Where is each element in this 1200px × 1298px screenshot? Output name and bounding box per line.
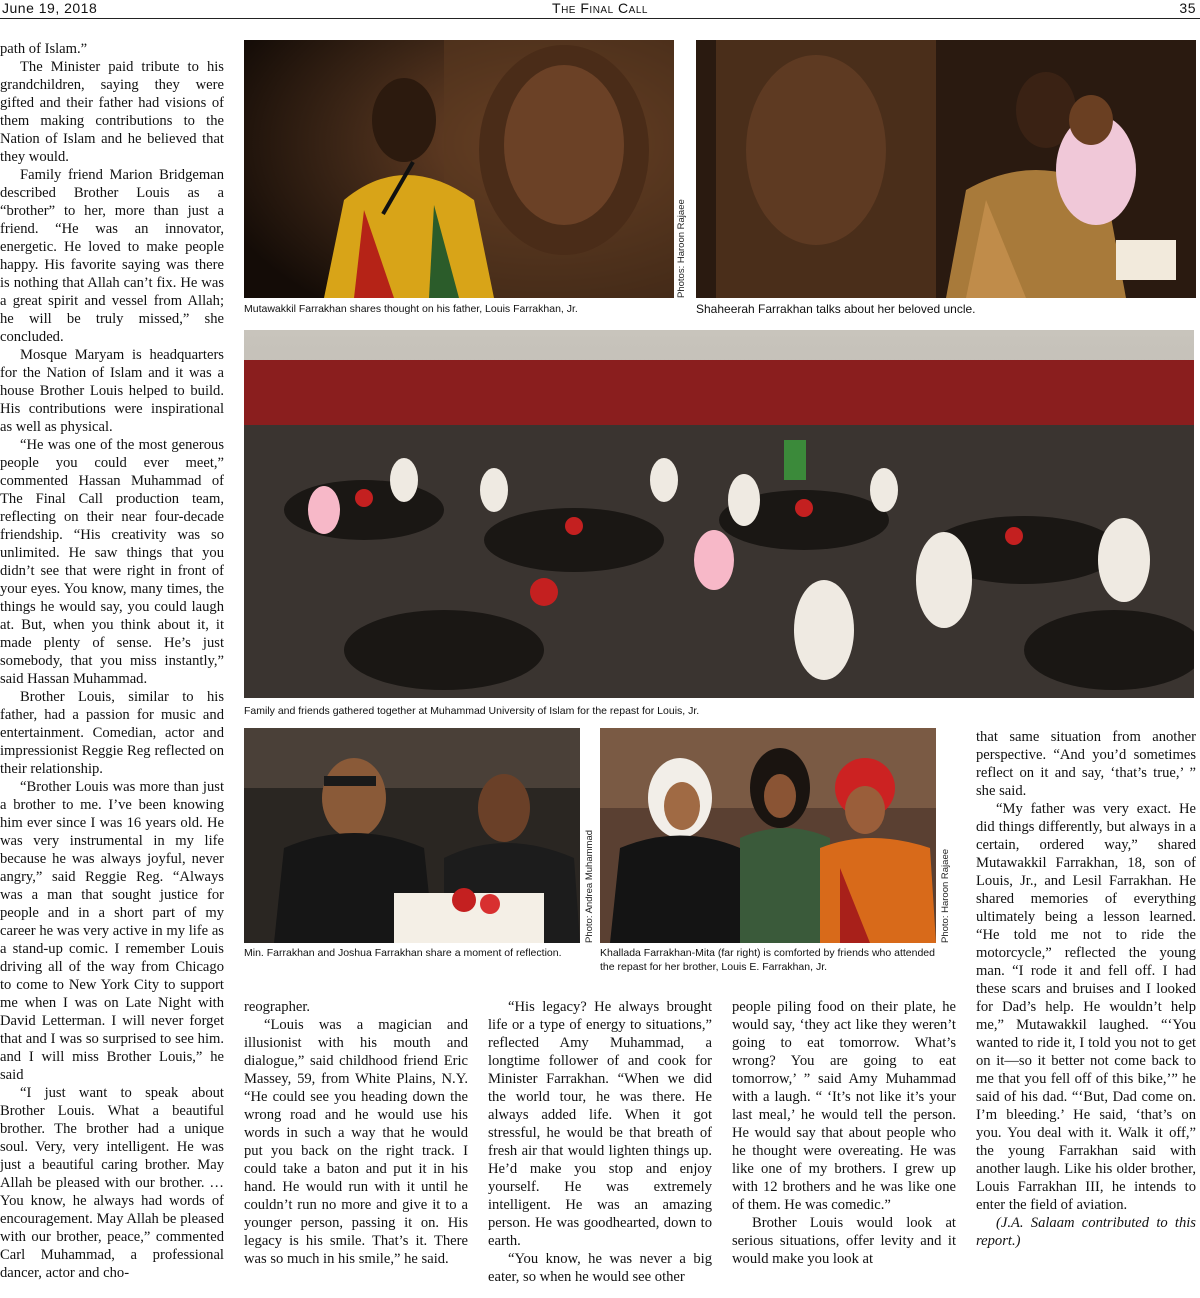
photo-image [600,728,936,943]
paragraph: that same situation from another perspective. “And you’d sometimes reflect on it and say, ‘that’s true,’ ” she said. [976,729,1196,799]
photo-khallada-comforted [600,728,936,943]
photo-image [696,40,1196,298]
paragraph: The Minister paid tribute to his grandchildren, saying they were gifted and their father had visions of them making contributions to the Nation of Islam and he believed that they would. [0,59,224,165]
paragraph: path of Islam.” [0,41,88,57]
caption-photo-2: Shaheerah Farrakhan talks about her beloved uncle. [696,302,976,316]
paragraph: Brother Louis would look at serious situations, offer levity and it would make you look at [732,1215,956,1267]
photo-credit-right-bottom: Photo: Haroon Rajaee [940,848,951,943]
page-number: 35 [1179,0,1196,16]
paragraph: “His legacy? He always brought life or a type of energy to situations,” reflected Amy Muhammad, a longtime follower of and cook for Minister Farrakhan. “When we did the world tour, he was there. He always added life. When it got stressful, he would be that breath of fresh air that would lighten things up. He’d make you stop and enjoy yourself. He was extremely intelligent. He was an amazing person. He was goodhearted, down to earth. [488,999,712,1249]
masthead [0,0,1200,19]
article-column-1 [0,40,224,1298]
caption-photo-3: Family and friends gathered together at Muhammad University of Islam for the repast for Louis, Jr. [244,705,700,717]
article-column-4 [732,998,956,1298]
caption-photo-5: Khallada Farrakhan-Mita (far right) is comforted by friends who attended the repast for her brother, Louis E. Farrakhan, Jr. [600,947,935,973]
photo-min-farrakhan-joshua [244,728,580,943]
paragraph: “Brother Louis was more than just a brother to me. I’ve been knowing him ever since I was 16 years old. He was very instrumental in my life because he was always joyful, never angry,” said Reggie Reg. “Always was a man that sought justice for people and in a short part of my career he was very active in my life as a stand-up comic. I remember Louis driving all of the way from Chicago to come to New York City to support me when I was on Late Night with David Letterman. I will never forget that and I was so surprised to see him. and I will miss Brother Louis,” he said [0,779,224,1083]
paragraph: Mosque Maryam is headquarters for the Nation of Islam and it was a house Brother Louis helped to build. His contributions were inspirational as well as physical. [0,347,224,435]
photo-repast-hall [244,330,1194,698]
paragraph: Brother Louis, similar to his father, had a passion for music and entertainment. Comedian, actor and impressionist Reggie Reg reflected on their relationship. [0,689,224,777]
article-column-2 [244,998,468,1298]
caption-photo-4: Min. Farrakhan and Joshua Farrakhan share a moment of reflection. [244,947,562,959]
paragraph: reographer. [244,999,311,1015]
contributor-credit: (J.A. Salaam contributed to this report.) [976,1215,1196,1249]
paragraph: “I just want to speak about Brother Louis. What a beautiful brother. The brother had a unique soul. Very, very intelligent. He was just a beautiful caring brother. May Allah be pleased with our brother. … You know, he always had words of encouragement. May Allah be pleased with our brother, peace,” commented Carl Muhammad, a professional dancer, actor and cho- [0,1085,224,1281]
paragraph: “He was one of the most generous people you could ever meet,” commented Hassan Muhammad of The Final Call production team, reflecting on their near four-decade friendship. “His creativity was so unlimited. He saw things that you didn’t see that were right in front of your eyes. You know, many times, the things he would say, you could laugh at. But, when you think about it, it made plenty of sense. He’s just somebody, that you miss instantly,” said Hassan Muhammad. [0,437,224,687]
caption-photo-1: Mutawakkil Farrakhan shares thought on his father, Louis Farrakhan, Jr. [244,303,578,315]
paragraph: “Louis was a magician and illusionist with his mouth and dialogue,” said childhood friend Eric Massey, 59, from White Plains, N.Y. “He could see you heading down the wrong road and he would use his words in such a way that he would put you back on the right track. I could take a baton and put it in his hand. He would run with it until he couldn’t run no more and give it to a younger person, passing it on. His legacy is his smile. That’s it. There was so much in his smile,” he said. [244,1017,468,1267]
paragraph: Family friend Marion Bridgeman described Brother Louis as a “brother” to her, more than just a friend. “He was an innovator, energetic. He loved to make people happy. His favorite saying was there is nothing that Allah can’t fix. He was a great spirit and vessel from Allah; he will be truly missed,” she concluded. [0,167,224,345]
photo-image [244,40,674,298]
paper-name: The Final Call [552,0,648,16]
article-column-5 [976,728,1196,1298]
paragraph: “My father was very exact. He did things differently, but always in a certain, ordered way,” shared Mutawakkil Farrakhan, 18, son of Louis, Jr., and Lesil Farrakhan. He shared memories of everything ultimately being a lesson learned. “He told me not to ride the motorcycle,” reflected the young man. “I rode it and fell off. I had these scars and bruises and I looked for Dad’s help. He wouldn’t help me,” Mutawakkil laughed. “‘You wanted to ride it, I told you not to get on it—so it better not come back to me that you fell off of this bike,’” he said of his dad. “‘But, Dad come on. I’m bleeding.’ He said, ‘that’s on you. You deal with it. Walk it off,” the young Farrakhan said with another laugh. Like his older brother, Louis Farrakhan III, he intends to enter the field of aviation. [976,801,1196,1213]
photo-shaheerah-speaking [696,40,1196,298]
issue-date: June 19, 2018 [2,0,98,16]
photo-mutawakkil-speaking [244,40,674,298]
article-column-3 [488,998,712,1298]
paragraph: people piling food on their plate, he would say, ‘they act like they weren’t going to eat tomorrow. What’s wrong? You are going to eat tomorrow,’ ” said Amy Muhammad with a laugh. “ ‘It’s not like it’s your last meal,’ he would tell the person. He would say that about people who he thought were overeating. He was like one of my brothers. I grew up with 12 brothers and he was like one of them. He was comedic.” [732,999,956,1213]
photo-image [244,330,1194,698]
paragraph: “You know, he was never a big eater, so when he would see other [488,1251,712,1285]
photo-credit-left-bottom: Photo: Andrea Muhammad [584,829,595,943]
photo-image [244,728,580,943]
photo-credit-top: Photos: Haroon Rajaee [676,199,687,298]
